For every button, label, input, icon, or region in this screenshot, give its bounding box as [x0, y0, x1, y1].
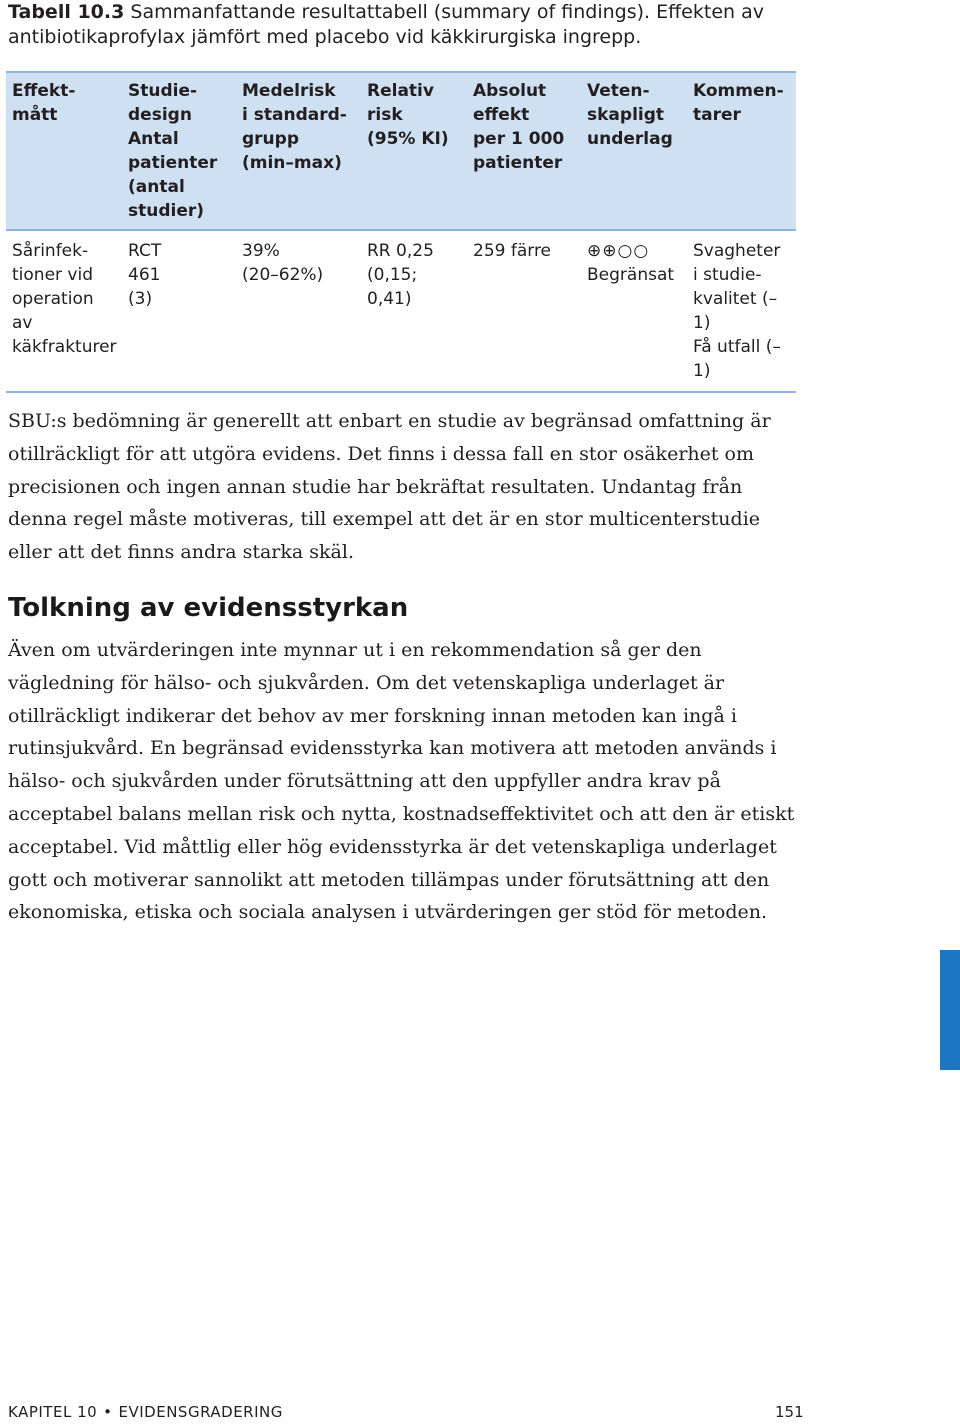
- running-footer: [8, 1403, 283, 1421]
- header-comments: Kommen- tarer: [687, 72, 796, 230]
- footer-chapter: KAPITEL 10: [8, 1403, 98, 1421]
- table-row: [6, 230, 796, 392]
- table-title: Sammanfattande resultattabell (summary of findings). Effekten av antibiotikaprofylax jämfört med placebo vid käkkirurgiska ingrepp.: [8, 1, 764, 48]
- interpretation-paragraph: Även om utvärderingen inte mynnar ut i en rekommendation så ger den vägledning för hälso- och sjukvården. Om det vetenskapliga underlaget är otillräckligt indikerar det behov av mer forskning innan metoden kan ingå i rutinsjukvård. En begränsad evidensstyrka kan motivera att metoden används i hälso- och sjukvården under förutsättning att den uppfyller andra krav på acceptabel balans mellan risk och nytta, kostnadseffektivitet och att den är etiskt acceptabel. Vid måttlig eller hög evidensstyrka är det vetenskapliga underlaget gott och motiverar sannolikt att metoden tillämpas under förutsättning att den ekonomiska, etiska och sociala analysen i utvärderingen ger stöd för metoden.: [8, 639, 795, 924]
- bullet-icon: •: [103, 1403, 113, 1421]
- section-heading: Tolkning av evidensstyrkan: [8, 593, 409, 623]
- header-mean-risk: Medelrisk i standard- grupp (min–max): [236, 72, 361, 230]
- summary-table: [6, 71, 796, 393]
- assessment-paragraph: SBU:s bedömning är generellt att enbart en studie av begränsad omfattning är otillräckligt för att utgöra evidens. Det finns i dessa fall en stor osäkerhet om precisionen och ingen annan studie har bekräftat resultaten. Undantag från denna regel måste motiveras, till exempel att det är en stor multicenterstudie eller att det finns andra starka skäl.: [8, 410, 771, 564]
- table-label: Tabell 10.3: [8, 1, 125, 23]
- grade-text: Begränsat: [587, 265, 675, 285]
- header-absolute-effect: Absolut effekt per 1 000 patienter: [467, 72, 581, 230]
- cell-design: RCT 461 (3): [122, 230, 236, 392]
- cell-relative-risk: RR 0,25 (0,15; 0,41): [361, 230, 467, 392]
- cell-evidence: [581, 230, 687, 392]
- footer-section: EVIDENSGRADERING: [118, 1403, 283, 1421]
- grade-symbols-icon: ⊕⊕○○: [587, 241, 650, 261]
- cell-risk: 39% (20–62%): [236, 230, 361, 392]
- cell-comments: Svagheter i studie- kvalitet (–1) Få utfall (–1): [687, 230, 796, 392]
- cell-outcome: Sårinfek- tioner vid operation av käkfrakturer: [6, 230, 122, 392]
- table-caption: [8, 0, 908, 50]
- header-relative-risk: Relativ risk (95% KI): [361, 72, 467, 230]
- page-number: 151: [775, 1403, 804, 1421]
- header-evidence: Veten- skapligt underlag: [581, 72, 687, 230]
- header-effect-measure: Effekt- mått: [6, 72, 122, 230]
- table-header-row: [6, 72, 796, 230]
- chapter-side-tab: [940, 950, 960, 1070]
- header-study-design: Studie- design Antal patienter (antal studier): [122, 72, 236, 230]
- cell-absolute-effect: 259 färre: [467, 230, 581, 392]
